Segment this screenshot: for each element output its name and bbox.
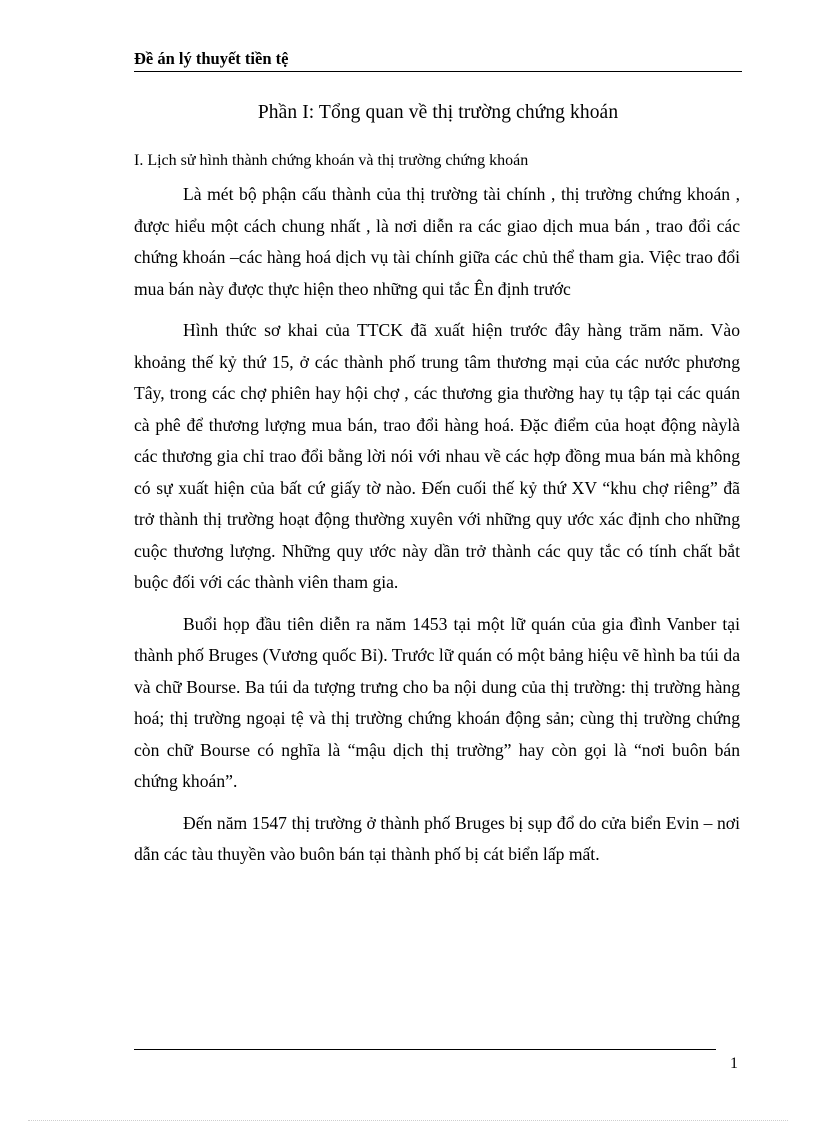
page-number: 1 — [730, 1055, 738, 1072]
footer-rule — [134, 1049, 716, 1050]
paragraph: Là mét bộ phận cấu thành của thị trường tài chính , thị trường chứng khoán , được hiểu một cách chung nhất , là nơi diễn ra các giao dịch mua bán , trao đổi các chứng khoán –các hàng hoá dịch vụ tài chính giữa các chủ thể tham gia. Việc trao đổi mua bán này được thực hiện theo những qui tắc Ên định trước — [134, 184, 740, 299]
paragraph: Đến năm 1547 thị trường ở thành phố Bruges bị sụp đổ do cửa biển Evin – nơi dẫn các tàu thuyền vào buôn bán tại thành phố bị cát biển lấp mất. — [134, 812, 740, 864]
section-title: Phần I: Tổng quan về thị trường chứng khoán — [257, 102, 619, 123]
running-header: Đề án lý thuyết tiền tệ — [134, 48, 742, 72]
paragraph: Buổi họp đầu tiên diễn ra năm 1453 tại một lữ quán của gia đình Vanber tại thành phố Bruges (Vương quốc Bỉ). Trước lữ quán có một bảng hiệu vẽ hình ba túi da và chữ Bourse. Ba túi da tượng trưng cho ba nội dung của thị trường: thị trường hàng hoá; thị trường ngoại tệ và thị trường chứng khoán động sản; cùng thị trường chứng còn chữ Bourse có nghĩa là “mậu dịch thị trường” hay còn gọi là “nơi buôn bán chứng khoán”. — [134, 613, 740, 791]
page-edge-divider — [28, 1120, 788, 1121]
document-body — [134, 179, 740, 881]
subheading: I. Lịch sử hình thành chứng khoán và thị trường chứng khoán — [134, 152, 529, 169]
paragraph: Hình thức sơ khai của TTCK đã xuất hiện trước đây hàng trăm năm. Vào khoảng thế kỷ thứ 15, ở các thành phố trung tâm thương mại của các nước phương Tây, trong các chợ phiên hay hội chợ , các thương gia thường hay tụ tập tại các quán cà phê để thương lượng mua bán, trao đổi hàng hoá. Đặc điểm của hoạt động nàylà các thương gia chỉ trao đổi bằng lời nói với nhau về các hợp đồng mua bán mà không có sự xuất hiện của bất cứ giấy tờ nào. Đến cuối thế kỷ thứ XV “khu chợ riêng” đã trở thành thị trường hoạt động thường xuyên với những quy ước xác định cho những cuộc thương lượng. Những quy ước này dần trở thành các quy tắc có tính chất bắt buộc đối với các thành viên tham gia. — [134, 320, 740, 592]
